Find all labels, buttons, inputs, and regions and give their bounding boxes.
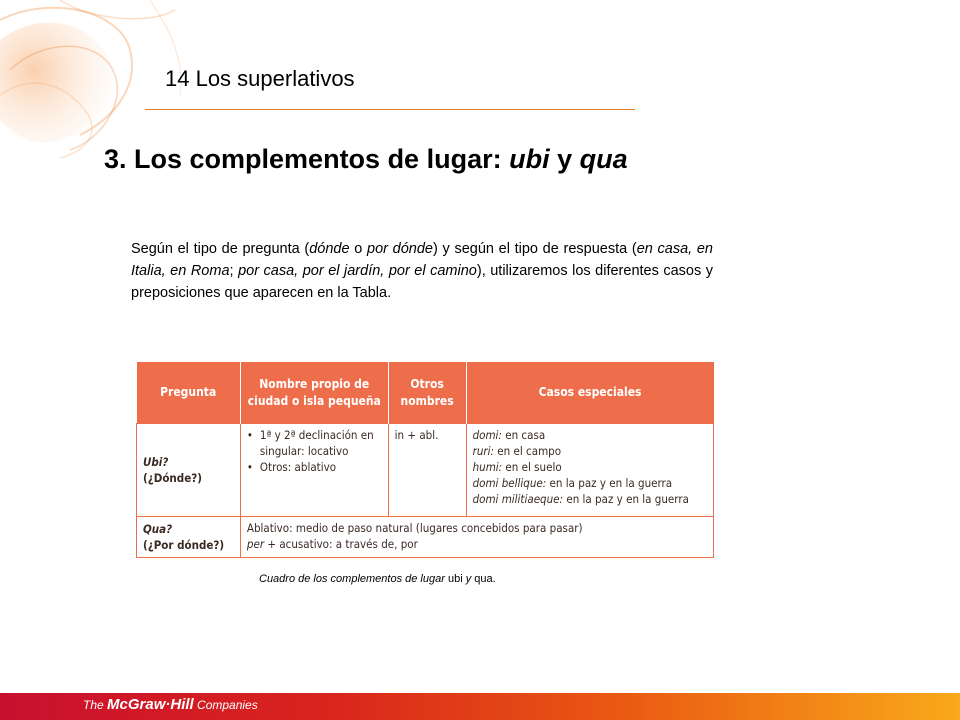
header-pregunta: Pregunta — [137, 362, 241, 424]
mcgraw-hill-logo — [83, 696, 258, 713]
qua-line-2-rest: + acusativo: a través de, por — [264, 537, 418, 551]
special-def: en casa — [501, 428, 546, 442]
para-italic: por dónde — [367, 241, 433, 257]
special-def: en la paz y en la guerra — [546, 476, 673, 490]
section-title — [104, 144, 628, 175]
special-def: en el suelo — [502, 460, 562, 474]
logo-companies: Companies — [193, 698, 258, 712]
other-nouns-cell: in + abl. — [388, 424, 466, 517]
caption-italic: y — [462, 573, 475, 585]
para-italic: por casa, por el jardín, por el camino — [238, 263, 477, 279]
para-italic: dónde — [309, 241, 350, 257]
para-text: ) y según el tipo de respuesta ( — [432, 241, 637, 257]
qua-line-1: Ablativo: medio de paso natural (lugares concebidos para pasar) — [246, 521, 583, 535]
special-case-line — [473, 427, 707, 443]
question-cell — [137, 517, 241, 558]
caption-text: qua. — [474, 573, 496, 585]
table-caption — [259, 573, 496, 585]
intro-paragraph — [131, 238, 713, 304]
special-case-line — [473, 475, 707, 491]
table-header-row — [137, 362, 714, 424]
qua-line-2 — [247, 536, 707, 552]
special-term: humi: — [472, 460, 503, 474]
question-spanish: (¿Dónde?) — [143, 471, 202, 485]
header-casos-especiales: Casos especiales — [466, 362, 713, 424]
special-term: domi bellique: — [472, 476, 547, 490]
special-def: en el campo — [494, 444, 562, 458]
proper-noun-cell — [240, 424, 388, 517]
special-case-line — [473, 459, 707, 475]
list-item: • Otros: ablativo — [247, 459, 382, 475]
footer-bar — [0, 693, 960, 720]
special-term: domi militiaeque: — [472, 492, 564, 506]
question-spanish: (¿Por dónde?) — [143, 538, 225, 552]
para-text: Según el tipo de pregunta ( — [131, 241, 310, 257]
title-ubi: ubi — [509, 144, 550, 174]
chapter-title: 14 Los superlativos — [165, 66, 355, 91]
qua-answer-cell — [240, 517, 713, 558]
para-text: o — [349, 241, 368, 257]
special-term: domi: — [472, 428, 502, 442]
table-row — [137, 424, 714, 517]
header-otros-nombres: Otros nombres — [388, 362, 466, 424]
caption-text: ubi — [447, 573, 463, 585]
special-def: en la paz y en la guerra — [563, 492, 689, 506]
question-latin: Qua? — [143, 522, 173, 536]
question-cell — [137, 424, 241, 517]
question-latin: Ubi? — [143, 455, 169, 469]
special-case-line — [473, 443, 707, 459]
special-term: ruri: — [472, 444, 495, 458]
place-complements-table — [136, 362, 714, 558]
title-prefix: 3. Los complementos de lugar: — [104, 144, 510, 174]
title-middle: y — [549, 144, 580, 174]
caption-italic: Cuadro de los complementos de lugar — [259, 573, 448, 585]
para-text: ; — [229, 263, 239, 279]
header-nombre-propio: Nombre propio de ciudad o isla pequeña — [240, 362, 388, 424]
qua-line-2-italic: per — [246, 537, 265, 551]
para-italic: en casa, en Italia, en Roma — [131, 241, 713, 279]
table-row — [137, 517, 714, 558]
para-text: ), utilizaremos los diferentes casos y preposiciones que aparecen en la Tabla. — [131, 263, 714, 301]
special-case-line — [473, 491, 707, 507]
special-cases-cell — [466, 424, 713, 517]
list-item: • 1ª y 2ª declinación en singular: locativo — [247, 427, 382, 459]
header-divider — [145, 109, 635, 110]
title-qua: qua — [579, 144, 628, 174]
logo-brand: McGraw·Hill — [107, 696, 194, 713]
logo-the: The — [83, 698, 108, 712]
